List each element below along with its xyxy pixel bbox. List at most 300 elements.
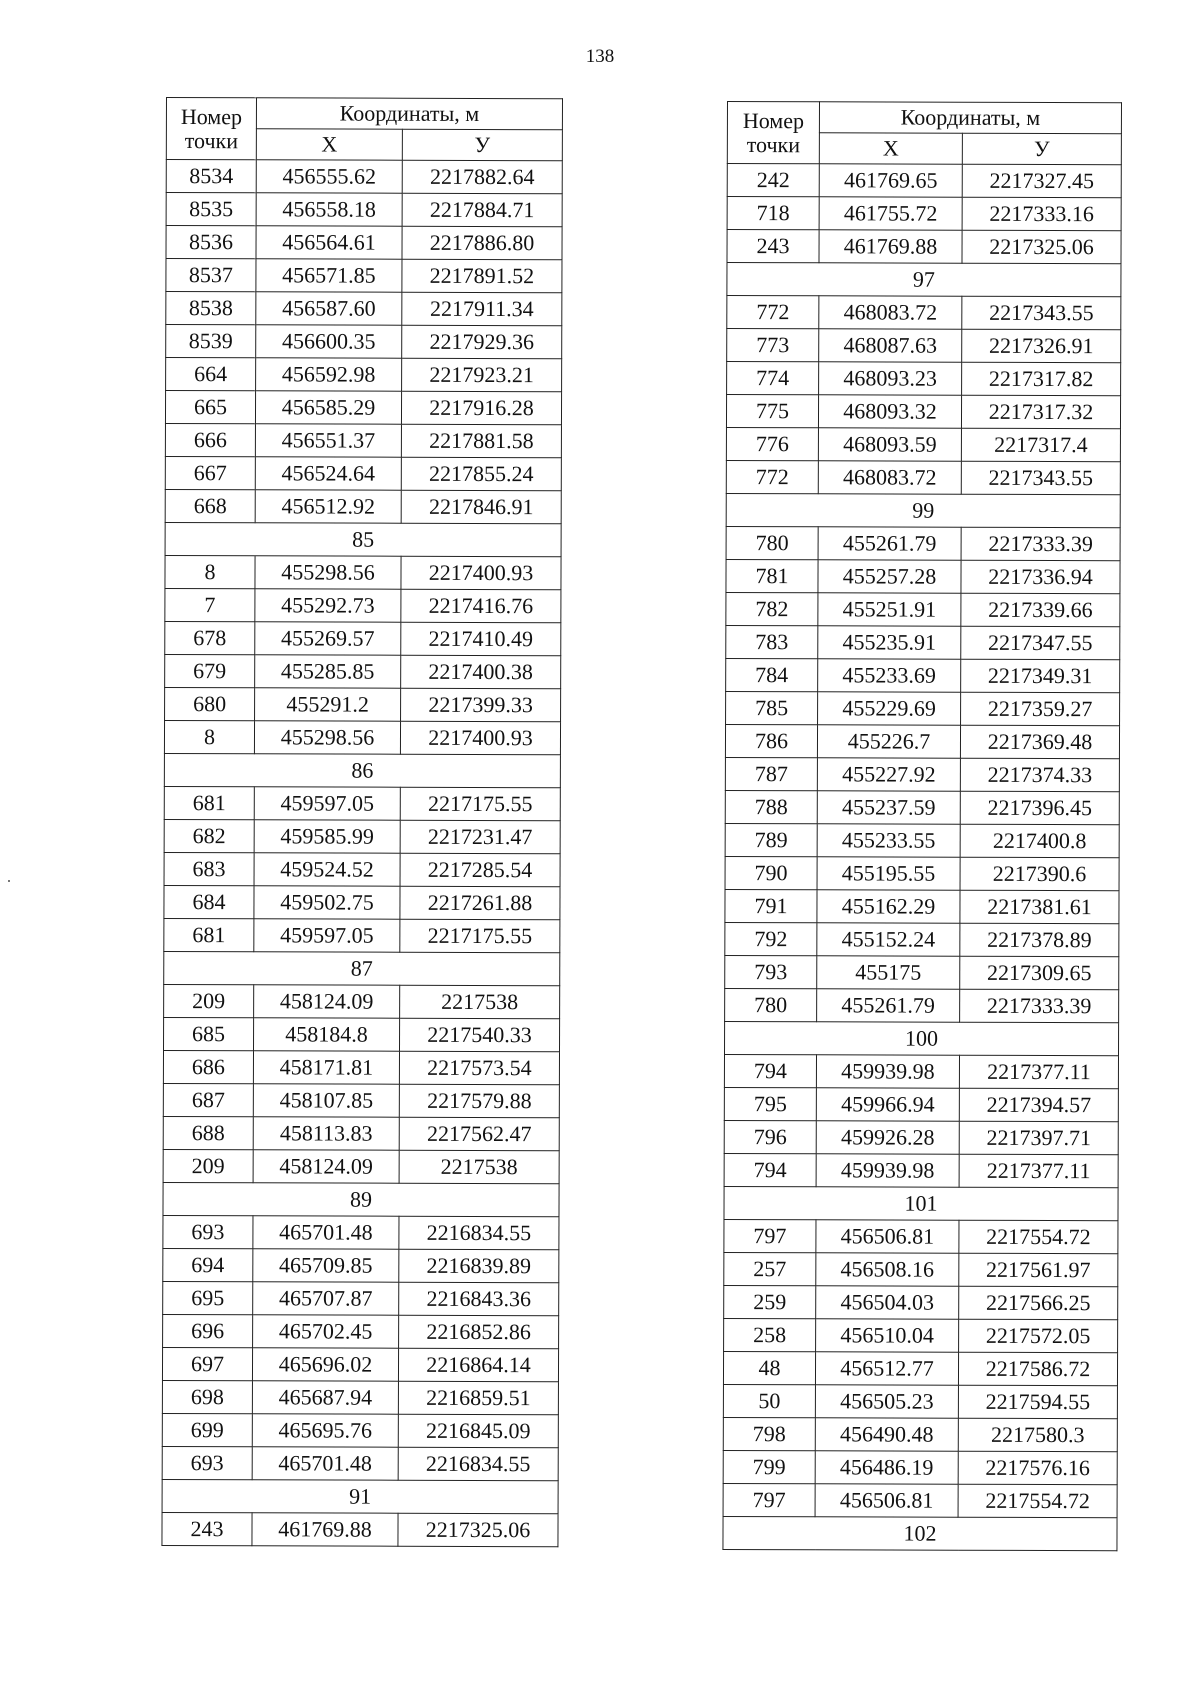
y-coordinate-cell: 2217336.94 xyxy=(961,560,1120,593)
y-coordinate-cell: 2217175.55 xyxy=(400,919,560,953)
section-number: 91 xyxy=(162,1479,558,1513)
x-coordinate-cell: 455269.57 xyxy=(255,622,401,655)
x-coordinate-cell: 455235.91 xyxy=(818,626,961,659)
y-coordinate-cell: 2217566.25 xyxy=(959,1286,1118,1319)
table-row xyxy=(165,654,561,688)
table-row xyxy=(725,724,1119,758)
x-coordinate-cell: 468087.63 xyxy=(819,329,962,362)
y-coordinate-cell: 2217410.49 xyxy=(401,622,561,656)
table-row xyxy=(724,1120,1118,1154)
table-row xyxy=(727,362,1121,396)
point-number-cell: 686 xyxy=(163,1050,253,1083)
x-coordinate-cell: 455261.79 xyxy=(817,989,960,1022)
y-coordinate-cell: 2217923.21 xyxy=(402,358,562,392)
table-row xyxy=(724,1054,1118,1088)
table-row xyxy=(726,658,1120,692)
point-number-cell: 790 xyxy=(725,856,817,889)
x-coordinate-cell: 456558.18 xyxy=(256,193,402,226)
y-coordinate-cell: 2217333.16 xyxy=(962,197,1121,230)
point-number-cell: 687 xyxy=(163,1083,253,1116)
x-coordinate-cell: 456504.03 xyxy=(816,1286,959,1319)
point-number-cell: 693 xyxy=(163,1215,253,1248)
y-coordinate-cell: 2217573.54 xyxy=(399,1051,559,1085)
point-number-cell: 799 xyxy=(723,1450,815,1483)
x-coordinate-cell: 461769.88 xyxy=(252,1513,398,1546)
point-number-cell: 699 xyxy=(162,1413,252,1446)
table-row xyxy=(725,856,1119,890)
page-number: 138 xyxy=(585,46,615,67)
x-coordinate-cell: 459597.05 xyxy=(254,787,400,820)
x-coordinate-cell: 455227.92 xyxy=(817,758,960,791)
point-number-cell: 8 xyxy=(165,555,255,588)
point-number-cell: 697 xyxy=(162,1347,252,1380)
y-coordinate-cell: 2217579.88 xyxy=(399,1084,559,1118)
table-row xyxy=(726,625,1120,659)
table-row xyxy=(724,1252,1118,1286)
x-coordinate-cell: 458113.83 xyxy=(253,1117,399,1150)
x-coordinate-cell: 459597.05 xyxy=(254,919,400,952)
table-row xyxy=(164,720,560,754)
y-coordinate-cell: 2217231.47 xyxy=(400,820,560,854)
x-coordinate-cell: 455298.56 xyxy=(255,556,401,589)
x-coordinate-cell: 468083.72 xyxy=(818,461,961,494)
x-coordinate-cell: 458107.85 xyxy=(253,1084,399,1117)
table-row xyxy=(165,456,561,490)
point-number-cell: 668 xyxy=(165,489,255,522)
x-column-header: Х xyxy=(256,129,402,160)
x-coordinate-cell: 456506.81 xyxy=(816,1220,959,1253)
table-row xyxy=(725,922,1119,956)
y-coordinate-cell: 2217562.47 xyxy=(399,1117,559,1151)
x-coordinate-cell: 459502.75 xyxy=(254,886,400,919)
section-number: 86 xyxy=(164,753,560,787)
y-coordinate-cell: 2217369.48 xyxy=(960,725,1119,758)
table-row xyxy=(165,391,561,425)
x-coordinate-cell: 458124.09 xyxy=(253,1150,399,1183)
table-row xyxy=(166,292,562,326)
y-coordinate-cell: 2216859.51 xyxy=(398,1381,558,1415)
table-row xyxy=(165,555,561,589)
x-coordinate-cell: 456592.98 xyxy=(256,358,402,391)
y-coordinate-cell: 2217349.31 xyxy=(961,659,1120,692)
x-coordinate-cell: 456505.23 xyxy=(815,1385,958,1418)
table-row xyxy=(726,427,1120,461)
section-number: 99 xyxy=(726,493,1120,527)
table-row xyxy=(727,329,1121,363)
y-coordinate-cell: 2217325.06 xyxy=(962,230,1121,263)
y-coordinate-cell: 2217317.32 xyxy=(961,395,1120,428)
y-coordinate-cell: 2217333.39 xyxy=(961,527,1120,560)
point-number-cell: 681 xyxy=(164,918,254,951)
x-coordinate-cell: 468083.72 xyxy=(819,296,962,329)
x-coordinate-cell: 456524.64 xyxy=(255,457,401,490)
y-coordinate-cell: 2217400.93 xyxy=(400,721,560,755)
y-coordinate-cell: 2217540.33 xyxy=(400,1018,560,1052)
table-row xyxy=(165,489,561,523)
y-coordinate-cell: 2217846.91 xyxy=(401,490,561,524)
table-row xyxy=(163,1248,559,1282)
table-row xyxy=(164,1017,560,1051)
point-header-line1: Номер xyxy=(742,108,805,134)
table-row xyxy=(162,1347,558,1381)
table-row xyxy=(726,559,1120,593)
y-coordinate-cell: 2217561.97 xyxy=(959,1253,1118,1286)
point-number-cell: 8 xyxy=(164,720,254,753)
x-coordinate-cell: 456512.77 xyxy=(815,1352,958,1385)
y-coordinate-cell: 2217317.4 xyxy=(961,428,1120,461)
point-number-cell: 666 xyxy=(165,423,255,456)
point-number-cell: 695 xyxy=(163,1281,253,1314)
x-coordinate-cell: 459524.52 xyxy=(254,853,400,886)
point-number-cell: 694 xyxy=(163,1248,253,1281)
y-coordinate-cell: 2217554.72 xyxy=(958,1484,1117,1517)
point-number-cell: 8534 xyxy=(166,160,256,193)
y-coordinate-cell: 2217339.66 xyxy=(961,593,1120,626)
y-column-header: У xyxy=(402,129,562,161)
table-row xyxy=(163,1083,559,1117)
section-row xyxy=(162,1479,558,1513)
y-coordinate-cell: 2217891.52 xyxy=(402,259,562,293)
point-number-cell: 8539 xyxy=(166,325,256,358)
y-coordinate-cell: 2216852.86 xyxy=(399,1315,559,1349)
x-coordinate-cell: 455251.91 xyxy=(818,593,961,626)
point-number-cell: 696 xyxy=(163,1314,253,1347)
table-row xyxy=(723,1483,1117,1517)
section-number: 87 xyxy=(164,951,560,985)
point-number-cell: 8536 xyxy=(166,226,256,259)
x-coordinate-cell: 458184.8 xyxy=(254,1018,400,1051)
table-row xyxy=(726,526,1120,560)
x-coordinate-cell: 465701.48 xyxy=(252,1447,398,1480)
section-row xyxy=(164,951,560,985)
x-coordinate-cell: 455175 xyxy=(817,956,960,989)
x-coordinate-cell: 465709.85 xyxy=(253,1249,399,1282)
point-number-cell: 258 xyxy=(724,1318,816,1351)
y-coordinate-cell: 2217400.38 xyxy=(401,655,561,689)
point-number-cell: 781 xyxy=(726,559,818,592)
point-number-cell: 684 xyxy=(164,885,254,918)
coordinates-table-left xyxy=(161,97,563,1547)
point-number-cell: 259 xyxy=(724,1285,816,1318)
x-coordinate-cell: 455229.69 xyxy=(818,692,961,725)
table-row xyxy=(724,1153,1118,1187)
x-coordinate-cell: 458124.09 xyxy=(254,985,400,1018)
y-coordinate-cell: 2217916.28 xyxy=(401,391,561,425)
x-coordinate-cell: 455257.28 xyxy=(818,560,961,593)
table-row xyxy=(163,1215,559,1249)
table-row xyxy=(162,1380,558,1414)
y-coordinate-cell: 2217929.36 xyxy=(402,325,562,359)
section-number: 101 xyxy=(724,1186,1118,1220)
x-coordinate-cell: 461769.88 xyxy=(819,230,962,263)
point-number-cell: 680 xyxy=(165,687,255,720)
table-row xyxy=(166,226,562,260)
table-row xyxy=(163,1050,559,1084)
table-row xyxy=(164,819,560,853)
table-row xyxy=(724,1219,1118,1253)
table-row xyxy=(164,786,560,820)
x-coordinate-cell: 455261.79 xyxy=(818,527,961,560)
section-number: 102 xyxy=(723,1516,1117,1550)
y-coordinate-cell: 2217347.55 xyxy=(961,626,1120,659)
point-header-line2: точки xyxy=(746,131,801,157)
y-coordinate-cell: 2217377.11 xyxy=(959,1154,1118,1187)
point-number-cell: 798 xyxy=(723,1417,815,1450)
x-coordinate-cell: 455233.69 xyxy=(818,659,961,692)
x-coordinate-cell: 465695.76 xyxy=(252,1414,398,1447)
table-row xyxy=(164,852,560,886)
point-number-header xyxy=(727,102,819,164)
y-coordinate-cell: 2217285.54 xyxy=(400,853,560,887)
point-number-cell: 50 xyxy=(723,1384,815,1417)
x-coordinate-cell: 455237.59 xyxy=(817,791,960,824)
y-coordinate-cell: 2217886.80 xyxy=(402,226,562,260)
y-coordinate-cell: 2217397.71 xyxy=(959,1121,1118,1154)
point-number-cell: 797 xyxy=(723,1483,815,1516)
point-number-cell: 243 xyxy=(727,230,819,263)
point-number-cell: 786 xyxy=(725,724,817,757)
table-row xyxy=(727,230,1121,264)
table-row xyxy=(726,395,1120,429)
point-number-cell: 783 xyxy=(726,625,818,658)
point-number-cell: 678 xyxy=(165,621,255,654)
x-coordinate-cell: 459926.28 xyxy=(816,1121,959,1154)
x-coordinate-cell: 465701.48 xyxy=(253,1216,399,1249)
point-number-cell: 683 xyxy=(164,852,254,885)
coordinates-header: Координаты, м xyxy=(819,102,1121,134)
y-coordinate-cell: 2217396.45 xyxy=(960,791,1119,824)
table-row xyxy=(727,296,1121,330)
x-coordinate-cell: 456486.19 xyxy=(815,1451,958,1484)
y-coordinate-cell: 2216834.55 xyxy=(399,1216,559,1250)
left-table-body xyxy=(162,160,562,1547)
x-coordinate-cell: 459585.99 xyxy=(254,820,400,853)
y-coordinate-cell: 2217580.3 xyxy=(958,1418,1117,1451)
y-coordinate-cell: 2217374.33 xyxy=(960,758,1119,791)
point-number-cell: 718 xyxy=(727,197,819,230)
y-coordinate-cell: 2217377.11 xyxy=(959,1055,1118,1088)
x-coordinate-cell: 468093.32 xyxy=(818,395,961,428)
point-number-cell: 791 xyxy=(725,889,817,922)
x-coordinate-cell: 456564.61 xyxy=(256,226,402,259)
table-row xyxy=(727,164,1121,198)
y-coordinate-cell: 2217390.6 xyxy=(960,857,1119,890)
x-coordinate-cell: 455152.24 xyxy=(817,923,960,956)
x-coordinate-cell: 461755.72 xyxy=(819,197,962,230)
point-number-cell: 257 xyxy=(724,1252,816,1285)
x-coordinate-cell: 455162.29 xyxy=(817,890,960,923)
x-coordinate-cell: 456571.85 xyxy=(256,259,402,292)
y-coordinate-cell: 2216845.09 xyxy=(398,1414,558,1448)
point-number-cell: 792 xyxy=(725,922,817,955)
x-coordinate-cell: 456512.92 xyxy=(255,490,401,523)
y-coordinate-cell: 2217327.45 xyxy=(962,164,1121,197)
table-row xyxy=(163,1149,559,1183)
y-coordinate-cell: 2217378.89 xyxy=(960,923,1119,956)
y-coordinate-cell: 2216834.55 xyxy=(398,1447,558,1481)
x-coordinate-cell: 465696.02 xyxy=(252,1348,398,1381)
x-coordinate-cell: 455226.7 xyxy=(817,725,960,758)
table-row xyxy=(164,984,560,1018)
table-row xyxy=(166,193,562,227)
table-row xyxy=(163,1281,559,1315)
y-coordinate-cell: 2217911.34 xyxy=(402,292,562,326)
table-row xyxy=(725,988,1119,1022)
x-coordinate-cell: 456585.29 xyxy=(255,391,401,424)
y-coordinate-cell: 2217317.82 xyxy=(962,362,1121,395)
point-number-cell: 7 xyxy=(165,588,255,621)
y-coordinate-cell: 2217416.76 xyxy=(401,589,561,623)
x-coordinate-cell: 465702.45 xyxy=(253,1315,399,1348)
y-coordinate-cell: 2216839.89 xyxy=(399,1249,559,1283)
table-row xyxy=(723,1351,1117,1385)
table-row xyxy=(726,592,1120,626)
point-number-cell: 780 xyxy=(725,988,817,1021)
x-coordinate-cell: 468093.23 xyxy=(819,362,962,395)
point-number-cell: 698 xyxy=(162,1380,252,1413)
point-number-cell: 209 xyxy=(163,1149,253,1182)
x-coordinate-cell: 455285.85 xyxy=(255,655,401,688)
table-row xyxy=(165,588,561,622)
x-coordinate-cell: 458171.81 xyxy=(253,1051,399,1084)
table-row xyxy=(725,889,1119,923)
table-row xyxy=(166,358,562,392)
point-number-cell: 796 xyxy=(724,1120,816,1153)
y-coordinate-cell: 2217400.93 xyxy=(401,556,561,590)
x-coordinate-cell: 456587.60 xyxy=(256,292,402,325)
table-row xyxy=(165,621,561,655)
section-row xyxy=(725,1021,1119,1055)
y-coordinate-cell: 2217343.55 xyxy=(961,461,1120,494)
point-number-cell: 681 xyxy=(164,786,254,819)
table-row xyxy=(166,325,562,359)
point-number-cell: 793 xyxy=(725,955,817,988)
point-number-cell: 773 xyxy=(727,329,819,362)
point-number-cell: 782 xyxy=(726,592,818,625)
table-row xyxy=(725,790,1119,824)
point-number-cell: 772 xyxy=(727,296,819,329)
x-coordinate-cell: 455298.56 xyxy=(254,721,400,754)
x-coordinate-cell: 455292.73 xyxy=(255,589,401,622)
point-number-cell: 785 xyxy=(726,691,818,724)
table-row xyxy=(726,460,1120,494)
x-coordinate-cell: 465687.94 xyxy=(252,1381,398,1414)
x-column-header: Х xyxy=(819,133,962,164)
y-coordinate-cell: 2217359.27 xyxy=(961,692,1120,725)
section-row xyxy=(723,1516,1117,1550)
section-row xyxy=(164,753,560,787)
table-row xyxy=(724,1285,1118,1319)
y-coordinate-cell: 2217538 xyxy=(400,985,560,1019)
x-coordinate-cell: 459939.98 xyxy=(816,1055,959,1088)
point-number-cell: 48 xyxy=(723,1351,815,1384)
table-row xyxy=(724,1087,1118,1121)
x-coordinate-cell: 456506.81 xyxy=(815,1484,958,1517)
y-coordinate-cell: 2217576.16 xyxy=(958,1451,1117,1484)
y-coordinate-cell: 2216843.36 xyxy=(399,1282,559,1316)
y-coordinate-cell: 2217881.58 xyxy=(401,424,561,458)
x-coordinate-cell: 456510.04 xyxy=(816,1319,959,1352)
y-coordinate-cell: 2217394.57 xyxy=(959,1088,1118,1121)
point-number-cell: 772 xyxy=(726,460,818,493)
x-coordinate-cell: 455195.55 xyxy=(817,857,960,890)
table-row xyxy=(165,423,561,457)
x-coordinate-cell: 465707.87 xyxy=(253,1282,399,1315)
table-row xyxy=(725,757,1119,791)
point-number-cell: 664 xyxy=(166,358,256,391)
point-number-cell: 794 xyxy=(724,1054,816,1087)
x-coordinate-cell: 455291.2 xyxy=(255,688,401,721)
right-table-body xyxy=(723,164,1121,1551)
y-coordinate-cell: 2217884.71 xyxy=(402,193,562,227)
table-row xyxy=(725,823,1119,857)
x-coordinate-cell: 461769.65 xyxy=(819,164,962,197)
point-number-cell: 679 xyxy=(165,654,255,687)
x-coordinate-cell: 459966.94 xyxy=(816,1088,959,1121)
point-number-cell: 693 xyxy=(162,1446,252,1479)
point-number-cell: 242 xyxy=(727,164,819,197)
point-number-cell: 787 xyxy=(725,757,817,790)
point-number-cell: 688 xyxy=(163,1116,253,1149)
table-row xyxy=(725,955,1119,989)
x-coordinate-cell: 459939.98 xyxy=(816,1154,959,1187)
y-coordinate-cell: 2217882.64 xyxy=(402,160,562,194)
point-number-cell: 8535 xyxy=(166,193,256,226)
table-row xyxy=(166,160,562,194)
point-number-cell: 788 xyxy=(725,790,817,823)
point-header-line1: Номер xyxy=(180,104,243,130)
point-number-cell: 209 xyxy=(164,984,254,1017)
y-coordinate-cell: 2217343.55 xyxy=(962,296,1121,329)
point-number-header xyxy=(166,98,256,160)
table-row xyxy=(165,687,561,721)
table-row xyxy=(163,1314,559,1348)
point-number-cell: 775 xyxy=(726,395,818,428)
table-row xyxy=(727,197,1121,231)
y-coordinate-cell: 2217309.65 xyxy=(960,956,1119,989)
table-row xyxy=(724,1318,1118,1352)
coordinates-header: Координаты, м xyxy=(256,98,562,130)
table-row xyxy=(723,1384,1117,1418)
x-coordinate-cell: 456551.37 xyxy=(255,424,401,457)
table-row xyxy=(166,259,562,293)
y-coordinate-cell: 2217538 xyxy=(399,1150,559,1184)
table-row xyxy=(164,885,560,919)
y-coordinate-cell: 2217586.72 xyxy=(958,1352,1117,1385)
point-number-cell: 665 xyxy=(165,391,255,424)
table-row xyxy=(162,1512,558,1546)
y-coordinate-cell: 2217399.33 xyxy=(401,688,561,722)
y-coordinate-cell: 2217325.06 xyxy=(398,1513,558,1547)
point-number-cell: 8538 xyxy=(166,292,256,325)
x-coordinate-cell: 456490.48 xyxy=(815,1418,958,1451)
point-number-cell: 780 xyxy=(726,526,818,559)
x-coordinate-cell: 456600.35 xyxy=(256,325,402,358)
section-row xyxy=(726,493,1120,527)
point-number-cell: 8537 xyxy=(166,259,256,292)
section-number: 89 xyxy=(163,1182,559,1216)
y-coordinate-cell: 2217594.55 xyxy=(958,1385,1117,1418)
table-row xyxy=(726,691,1120,725)
section-number: 97 xyxy=(727,263,1121,297)
point-number-cell: 682 xyxy=(164,819,254,852)
point-number-cell: 784 xyxy=(726,658,818,691)
point-number-cell: 795 xyxy=(724,1087,816,1120)
point-number-cell: 776 xyxy=(726,427,818,460)
table-row xyxy=(163,1116,559,1150)
table-row xyxy=(162,1413,558,1447)
y-column-header: У xyxy=(962,133,1121,164)
